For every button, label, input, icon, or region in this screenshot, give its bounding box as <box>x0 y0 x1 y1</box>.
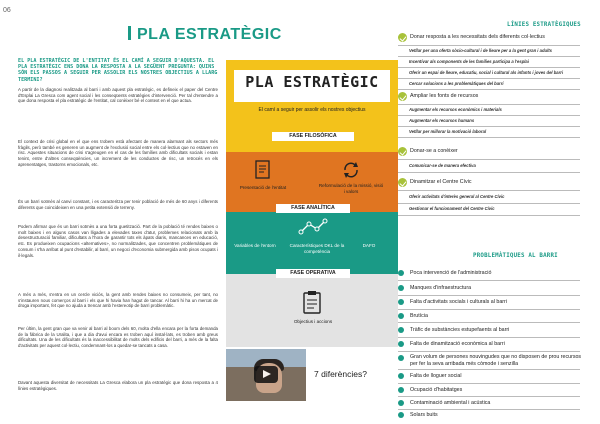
paragraph-2: El context de crisi global en el que ens trobem està afectant de manera alarmant als sectors més fràgils, però també es generen un augment de l'exclusió social entre els col·lectius que no estaven en risc. Aquestes situacions de crisi s'agreugen en el cas de les famílies amb dificultats socials i estan tenint, entre d'altres conseqüències, un increment de les conductes de risc, un retrocés en els aprenentatges, trastorns emocionals, etc. <box>18 139 218 167</box>
phase-item-presentation: Presentació de l'entitat <box>239 185 287 190</box>
strategic-sub-1-4: Cercar solucions a les problemàtiques del barri <box>409 81 504 86</box>
divider <box>398 309 580 310</box>
problem-item-2: Manques d'infraestructura <box>410 285 472 291</box>
paragraph-5: A més a més, s'entra en un cercle viciós, la gent amb rendes baixes no consumeix, per tant, no s'instauren nous comerços al barri i els que hi havia han hagut de tancar. Al barri hi ha un mercat de droga important, fet que no ajuda a trencar amb l'estereotip de barri problemàtic. <box>18 292 218 309</box>
check-icon <box>398 147 407 156</box>
check-icon <box>398 33 407 42</box>
divider <box>398 78 580 79</box>
intro-text: EL PLA ESTRATÈGIC DE L'ENTITAT ÉS EL CAMÍ A SEGUIR D'AQUESTA. EL PLA ESTRATÈGIC ENS DONA LA RESPOSTA A LA SEGÜENT PREGUNTA: QUINS SÓN ELS PASSOS A SEGUIR PER ASSOLIR ELS NOSTRES OBJECTIUS A LLARG TERMINI? <box>18 58 218 83</box>
bullet-icon <box>398 270 404 276</box>
phase-item-variables: Variables de l'entorn <box>234 243 276 248</box>
document-icon <box>254 160 272 180</box>
strategic-sub-1-3: Oferir un espai de lleure, educatiu, social i cultural als infants i joves del barri <box>409 70 564 75</box>
divider <box>398 280 580 281</box>
divider <box>398 126 580 127</box>
strategic-line-3: Donar-se a conèixer <box>410 148 458 154</box>
divider <box>398 104 580 105</box>
divider <box>398 409 580 410</box>
divider <box>398 295 580 296</box>
divider <box>398 351 580 352</box>
problem-item-1: Poca intervenció de l'administració <box>410 270 492 276</box>
strategic-sub-1-2: Incentivar als components de les famílies participa a l'esplai <box>409 59 529 64</box>
divider <box>398 67 580 68</box>
check-icon <box>398 92 407 101</box>
diagram-subtitle: El camí a seguir per assolir els nostres objectius <box>258 107 366 113</box>
diagram-title: PLA ESTRATÈGIC <box>245 73 379 91</box>
phase-label-analytical: FASE ANALÍTICA <box>276 204 350 213</box>
strategic-sub-2-3: Vetllar per millorar la motivació laboral <box>409 129 487 134</box>
problem-item-7: Gran volum de persones nouvingudes que no disposen de prou recursos per fer la seva arribada més còmode i senzilla <box>410 354 582 367</box>
problem-item-10: Contaminació ambiental i acústica <box>410 400 491 406</box>
paragraph-7: Davant aquesta diversitat de necessitats La Gresca elabora un pla estratègic que dona resposta a 4 línies estratègiques. <box>18 380 218 391</box>
strategic-sub-4-1: Oferir activitats d'interès general al Centre Cívic <box>409 194 505 199</box>
clipboard-icon <box>302 290 322 314</box>
divider <box>398 369 580 370</box>
title-bar <box>128 26 131 40</box>
bullet-icon <box>398 285 404 291</box>
problem-item-3: Falta d'activitats socials i culturals al barri <box>410 299 507 305</box>
phase-label-operative: FASE OPERATIVA <box>276 269 350 278</box>
problem-item-11: Solars buits <box>410 412 438 418</box>
phase-item-objectives: Objectius i accions <box>293 319 333 324</box>
divider <box>398 159 580 160</box>
divider <box>398 215 580 216</box>
paragraph-3: És un barri sotmès al canvi constant, i es caracteritza per tenir població de més de 60 anys i diferents diferents que coincideixen en una petita extensió de terreny. <box>18 199 218 210</box>
bullet-icon <box>398 355 404 361</box>
strategic-lines-heading: LÍNIES ESTRATÈGIQUES <box>507 22 581 28</box>
divider <box>398 383 580 384</box>
strategic-plan-diagram <box>226 60 398 347</box>
phase-item-reformulation: Reformulació de la missió, visió i valors <box>318 183 384 194</box>
diagram-title-box <box>234 70 390 102</box>
bullet-icon <box>398 400 404 406</box>
phase-item-characteristics: Característiques DKL de la competència <box>289 243 345 254</box>
bullet-icon <box>398 327 404 333</box>
problem-item-4: Brutícia <box>410 313 428 319</box>
problem-item-5: Tràfic de substàncies estupefaents al barri <box>410 327 510 333</box>
divider <box>398 89 580 90</box>
divider <box>398 56 580 57</box>
problem-item-9: Ocupació d'habitatges <box>410 387 463 393</box>
paragraph-4: Podem afirmar que és un barri sotmès a una forta guetització. Part de la població té rendes baixes o molt baixes i en alguns casos van lligades a elevades taxes d'atur, problemes relacionats amb la desestructuració familiar, dificultats a l'hora de garantir tots els àpats diaris, mancances en educació, etc. Es produeixen ocupacions «alternatives», no normalitzades, que concentren problemàtiques de consum i s'ha arribat al punt d'estabilir, al barri, un negoci d'economia submergida amb pisos ocupats i il·legals. <box>18 224 218 258</box>
strategic-sub-2-1: Augmentar els recursos econòmics i materials <box>409 107 502 112</box>
bullet-icon <box>398 373 404 379</box>
divider <box>398 203 580 204</box>
divider <box>398 337 580 338</box>
strategic-line-2: Ampliar les fonts de recursos <box>410 93 479 99</box>
strategic-line-4: Dinamitzar el Centre Cívic <box>410 179 472 185</box>
problem-item-8: Falta de lloguer social <box>410 373 462 379</box>
strategic-sub-2-2: Augmentar els recursos humans <box>409 118 475 123</box>
divider <box>398 45 580 46</box>
page-title-text: PLA ESTRATÈGIC <box>137 26 282 43</box>
divider <box>398 322 580 323</box>
bullet-icon <box>398 341 404 347</box>
problems-heading: PROBLEMÀTIQUES AL BARRI <box>473 253 558 259</box>
paragraph-6: Per últim, la gent gran que va venir al barri al boom dels 60, molta d'ella encara per la forta demanda de la fàbrica de la Uralita, i que a dia d'avui encara es troben aquí instal·lats, es troben amb greus dificultats. Una de les dificultats és la inaccessibilitat de molts dels edificis del barri, a més de la falta d'activitats per aquest col·lectiu, condemnant-los a quedar-se tancats a casa. <box>18 326 218 349</box>
divider <box>398 115 580 116</box>
refresh-icon <box>341 160 361 180</box>
bullet-icon <box>398 387 404 393</box>
strategic-sub-3-1: Comunicar-se de manera efectiva <box>409 163 476 168</box>
problem-item-6: Falta de dinamització econòmica al barri <box>410 341 505 347</box>
phase-item-dafo: DAFO <box>362 243 376 248</box>
play-button[interactable] <box>254 366 278 383</box>
strategic-sub-1-1: Vetllar per una oferta sòcio-cultural i de lleure per a la gent gran i adults <box>409 48 552 53</box>
phase-label-philosophical: FASE FILOSÒFICA <box>272 132 354 141</box>
divider <box>398 190 580 191</box>
trend-line-icon <box>298 218 328 236</box>
play-icon <box>263 370 271 378</box>
strategic-sub-4-2: Gestionar el funcionament del Centre Cívic <box>409 206 495 211</box>
divider <box>398 137 580 138</box>
video-caption: 7 diferències? <box>314 369 367 379</box>
strategic-line-1: Donar resposta a les necessitats dels diferents col·lectius <box>410 34 545 40</box>
divider <box>398 396 580 397</box>
page-title <box>128 26 282 44</box>
bullet-icon <box>398 313 404 319</box>
page-number-box <box>0 6 24 16</box>
paragraph-1: A partir de la diagnosi realitzada al barri i amb aquest pla estratègic, es defineix el paper del Centre d'Esplai La Gresca com agent social i les conseqüents estratègies d'intervenció. Per tal d'entendre a que dona resposta el pla estratègic de l'entitat, cal conèixer bé el context en el que actua. <box>18 87 218 104</box>
video-thumbnail[interactable] <box>226 349 306 401</box>
bullet-icon <box>398 299 404 305</box>
check-icon <box>398 178 407 187</box>
divider <box>398 172 580 173</box>
page-number: 06 <box>3 7 11 14</box>
bullet-icon <box>398 412 404 418</box>
